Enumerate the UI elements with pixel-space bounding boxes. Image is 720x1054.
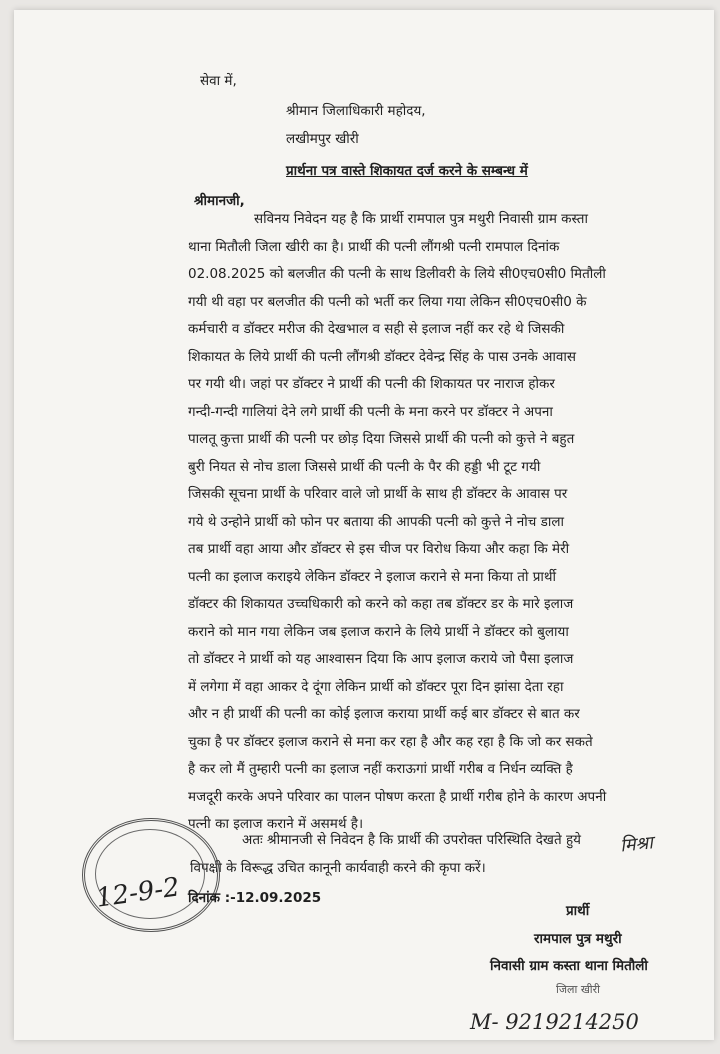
signature-mark: मिश्रा bbox=[619, 832, 654, 857]
body-line: गयी थी वहा पर बलजीत की पत्नी को भर्ती कर लिया गया लेकिन सी0एच0सी0 के bbox=[188, 293, 587, 310]
sender-district: जिला खीरी bbox=[556, 983, 601, 996]
body-line: तब प्रार्थी वहा आया और डॉक्टर से इस चीज पर विरोध किया और कहा कि मेरी bbox=[188, 541, 570, 557]
body-paragraph bbox=[188, 206, 694, 839]
body-line: शिकायत के लिये प्रार्थी की पत्नी लौंगश्री डॉक्टर देवेन्द्र सिंह के पास उनके आवास bbox=[188, 348, 577, 365]
body-line: जिसकी सूचना प्रार्थी के परिवार वाले जो प्रार्थी के साथ ही डॉक्टर के आवास पर bbox=[188, 486, 568, 502]
body-line: तो डॉक्टर ने प्रार्थी को यह आश्वासन दिया कि आप इलाज कराये जो पैसा इलाज bbox=[188, 651, 574, 667]
body-line: में लगेगा में वहा आकर दे दूंगा लेकिन प्रार्थी को डॉक्टर पूरा दिन झांसा देता रहा bbox=[188, 678, 564, 695]
body-line: पालतू कुत्ता प्रार्थी की पत्नी पर छोड़ दिया जिससे प्रार्थी की पत्नी को कुत्ते ने बहुत bbox=[188, 431, 575, 447]
body-line: 02.08.2025 को बलजीत की पत्नी के साथ डिलीवरी के लिये सी0एच0सी0 मितौली bbox=[188, 266, 606, 282]
body-line: गन्दी-गन्दी गालियां देने लगे प्रार्थी की पत्नी के मना करने पर डॉक्टर ने अपना bbox=[188, 403, 553, 420]
sender-name: रामपाल पुत्र मथुरी bbox=[534, 931, 622, 947]
salutation-to: सेवा में, bbox=[200, 73, 237, 89]
body-line: बुरी नियत से नोच डाला जिससे प्रार्थी की पत्नी के पैर की हड्डी भी टूट गयी bbox=[188, 458, 541, 475]
letter-page bbox=[14, 10, 714, 1040]
body-line: चुका है पर डॉक्टर इलाज कराने से मना कर रहा है और कह रहा है कि जो कर सकते bbox=[188, 733, 593, 750]
body-line: पर गयी थी। जहां पर डॉक्टर ने प्रार्थी की पत्नी की शिकायत पर नाराज होकर bbox=[188, 376, 555, 392]
sender-address: निवासी ग्राम कस्ता थाना मितौली bbox=[490, 958, 648, 974]
body-line: डॉक्टर की शिकायत उच्चधिकारी को करने को कहा तब डॉक्टर डर के मारे इलाज bbox=[188, 596, 574, 612]
location: लखीमपुर खीरी bbox=[286, 131, 359, 147]
closing-line: अतः श्रीमानजी से निवेदन है कि प्रार्थी की उपरोक्त परिस्थिति देखते हुये bbox=[242, 832, 581, 848]
body-line: सविनय निवेदन यह है कि प्रार्थी रामपाल पुत्र मथुरी निवासी ग्राम कस्ता bbox=[254, 211, 588, 227]
body-line: और न ही प्रार्थी की पत्नी का कोई इलाज कराया प्रार्थी कई बार डॉक्टर से बात कर bbox=[188, 706, 580, 722]
body-line: है कर लो मैं तुम्हारी पत्नी का इलाज नहीं कराऊगां प्रार्थी गरीब व निर्धन व्यक्ति है bbox=[188, 761, 573, 777]
letter-date: दिनांक :-12.09.2025 bbox=[188, 890, 322, 906]
body-line: कर्मचारी व डॉक्टर मरीज की देखभाल व सही से इलाज नहीं कर रहे थे जिसकी bbox=[188, 321, 565, 337]
stamp-handwritten-date: 12-9-2 bbox=[94, 872, 182, 914]
addressee: श्रीमान जिलाधिकारी महोदय, bbox=[286, 103, 426, 119]
body-line: पत्नी का इलाज कराने में असमर्थ है। bbox=[188, 816, 364, 832]
body-line: गये थे उन्होने प्रार्थी को फोन पर बताया की आपकी पत्नी को कुत्ते ने नोच डाला bbox=[188, 513, 564, 530]
closing-line: विपक्षी के विरूद्ध उचित कानूनी कार्यवाही करने की कृपा करें। bbox=[190, 860, 486, 876]
greeting: श्रीमानजी, bbox=[194, 193, 245, 209]
sender-label: प्रार्थी bbox=[566, 903, 590, 919]
body-line: थाना मितौली जिला खीरी का है। प्रार्थी की पत्नी लौंगश्री पत्नी रामपाल दिनांक bbox=[188, 238, 560, 255]
body-line: कराने को मान गया लेकिन जब इलाज कराने के लिये प्रार्थी ने डॉक्टर को बुलाया bbox=[188, 623, 569, 640]
body-line: पत्नी का इलाज कराइये लेकिन डॉक्टर ने इलाज कराने से मना किया तो प्रार्थी bbox=[188, 568, 557, 585]
body-line: मजदूरी करके अपने परिवार का पालन पोषण करता है प्रार्थी गरीब होने के कारण अपनी bbox=[188, 788, 607, 805]
subject-line: प्रार्थना पत्र वास्ते शिकायत दर्ज करने के सम्बन्ध में bbox=[286, 163, 528, 179]
handwritten-phone: M- 9219214250 bbox=[470, 1010, 639, 1034]
